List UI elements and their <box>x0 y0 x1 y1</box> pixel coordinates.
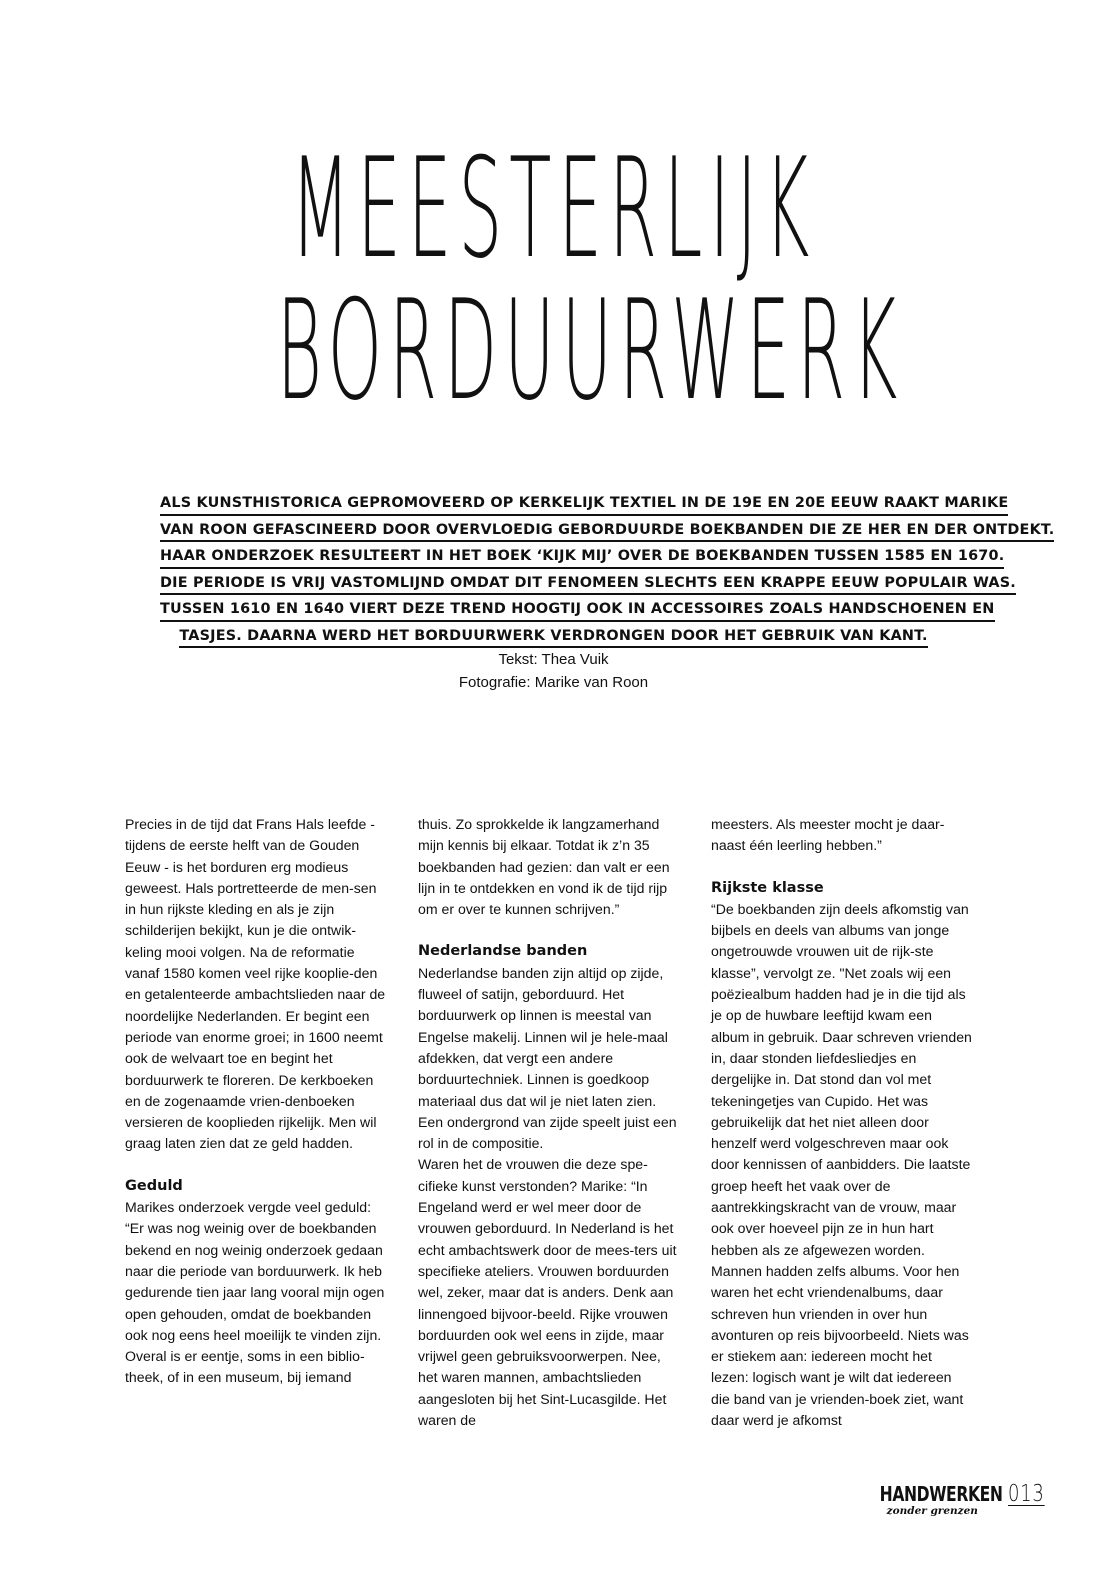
section-heading: Rijkste klasse <box>711 879 824 896</box>
paragraph: Nederlandse banden zijn altijd op zijde, fluweel of satijn, geborduurd. Het borduurwerk op linnen is meestal van Engelse makelij. Linnen wil je hele-maal afdekken, dat vergt een andere borduurtechniek. Linnen is goedkoop materiaal dus dat wil je niet laten zien. Een ondergrond van zijde speelt juist een rol in de compositie. <box>418 964 677 1152</box>
title-line-2: BORDUURWERK <box>276 270 905 431</box>
title-line-1: MEESTERLIJK <box>290 128 817 289</box>
intro-line: VAN ROON GEFASCINEERD DOOR OVERVLOEDIG GEBORDUURDE BOEKBANDEN DIE ZE HER EN DER ONTDEKT. <box>160 520 1054 543</box>
body-column-2 <box>418 814 680 1431</box>
section-heading: Geduld <box>125 1177 183 1194</box>
magazine-name: HANDWERKEN <box>879 1482 1003 1506</box>
page-title <box>0 128 1107 431</box>
magazine-logo <box>845 1483 1003 1517</box>
paragraph: Marikes onderzoek vergde veel geduld: “Er was nog weinig over de boekbanden bekend en nog weinig onderzoek gedaan naar die periode van borduurwerk. Ik heb gedurende tien jaar lang vooral mijn ogen open gehouden, omdat de boekbanden ook nog eens heel moeilijk te vinden zijn. Overal is er eentje, soms in een biblio-theek, of in een museum, bij iemand <box>125 1199 385 1386</box>
intro-line: HAAR ONDERZOEK RESULTEERT IN HET BOEK ‘KIJK MIJ’ OVER DE BOEKBANDEN TUSSEN 1585 EN 1670. <box>160 546 1004 569</box>
paragraph: “De boekbanden zijn deels afkomstig van bijbels en deels van albums van jonge ongetrouwde vrouwen uit de rijk-ste klasse”, vervolgt ze. "Net zoals wij een poëziealbum hadden had je in die tijd als je op de huwbare leeftijd kwam een album in gebruik. Daar schreven vrienden in, daar stonden liefdesliedjes en dergelijke in. Dat stond dan vol met tekeningetjes van Cupido. Het was gebruikelijk dat het niet alleen door henzelf werd volgeschreven maar ook door kennissen of aanbidders. Die laatste groep heeft het vaak over de aantrekkingskracht van de vrouw, maar ook over hoeveel pijn ze in hun hart hebben als ze afgewezen worden. Mannen hadden zelfs albums. Voor hen waren het echt vriendenalbums, daar schreven hun vrienden in over hun avonturen op reis bijvoorbeeld. Niets was er stiekem aan: iedereen mocht het lezen: logisch want je wilt dat iedereen die band van je vrienden-boek ziet, want daar werd je afkomst <box>711 900 972 1429</box>
intro-paragraph <box>160 492 1055 651</box>
paragraph: Waren het de vrouwen die deze spe-cifieke kunst verstonden? Marike: “In Engeland werd er wel meer door de vrouwen geborduurd. In Nederland is het echt ambachtswerk door de mees-ters uit specifieke ateliers. Vrouwen borduurden wel, zeker, maar dat is anders. Denk aan linnengoed bijvoor-beeld. Rijke vrouwen borduurden ook wel eens in zijde, maar vrijwel geen gebruiksvoorwerpen. Nee, het waren mannen, ambachtslieden aangesloten bij het Sint-Lucasgilde. Het waren de <box>418 1156 677 1429</box>
paragraph: thuis. Zo sprokkelde ik langzamerhand mijn kennis bij elkaar. Totdat ik z’n 35 boekbanden had gezien: dan valt er een lijn in te ontdekken en vond ik de tijd rijp om er over te kunnen schrijven.” <box>418 816 670 918</box>
magazine-tagline: zonder grenzen <box>886 1505 978 1517</box>
intro-line: ALS KUNSTHISTORICA GEPROMOVEERD OP KERKELIJK TEXTIEL IN DE 19E EN 20E EEUW RAAKT MARIKE <box>160 493 1008 516</box>
author-credit: Tekst: Thea Vuik <box>498 651 609 668</box>
page-footer <box>845 1483 1055 1523</box>
section-heading: Nederlandse banden <box>418 943 588 960</box>
page-number: 013 <box>1008 1481 1045 1507</box>
paragraph: Precies in de tijd dat Frans Hals leefde - tijdens de eerste helft van de Gouden Eeuw - is het borduren erg modieus geweest. Hals portretteerde de men-sen in hun rijkste kleding en als je zijn schilderijen bekijkt, kun je die ontwik-keling mooi volgen. Na de reformatie vanaf 1580 komen veel rijke kooplie-den en getalenteerde ambachtslieden naar de noordelijke Nederlanden. Er begint een periode van enorme groei; in 1600 neemt ook de welvaart toe en begint het borduurwerk te floreren. De kerkboeken en de zogenaamde vrien-denboeken versieren de kooplieden rijkelijk. Men wil graag laten zien dat ze geld hadden. <box>125 816 386 1152</box>
body-column-1 <box>125 814 387 1389</box>
intro-line: DIE PERIODE IS VRIJ VASTOMLIJND OMDAT DIT FENOMEEN SLECHTS EEN KRAPPE EEUW POPULAIR WAS. <box>160 573 1016 596</box>
body-column-3 <box>711 814 973 1431</box>
credits <box>0 648 1107 694</box>
intro-line: TASJES. DAARNA WERD HET BORDUURWERK VERDRONGEN DOOR HET GEBRUIK VAN KANT. <box>179 626 927 649</box>
intro-line: TUSSEN 1610 EN 1640 VIERT DEZE TREND HOOGTIJ OOK IN ACCESSOIRES ZOALS HANDSCHOENEN EN <box>160 599 995 622</box>
paragraph: meesters. Als meester mocht je daar-naast één leerling hebben.” <box>711 816 945 854</box>
photo-credit: Fotografie: Marike van Roon <box>458 674 649 691</box>
